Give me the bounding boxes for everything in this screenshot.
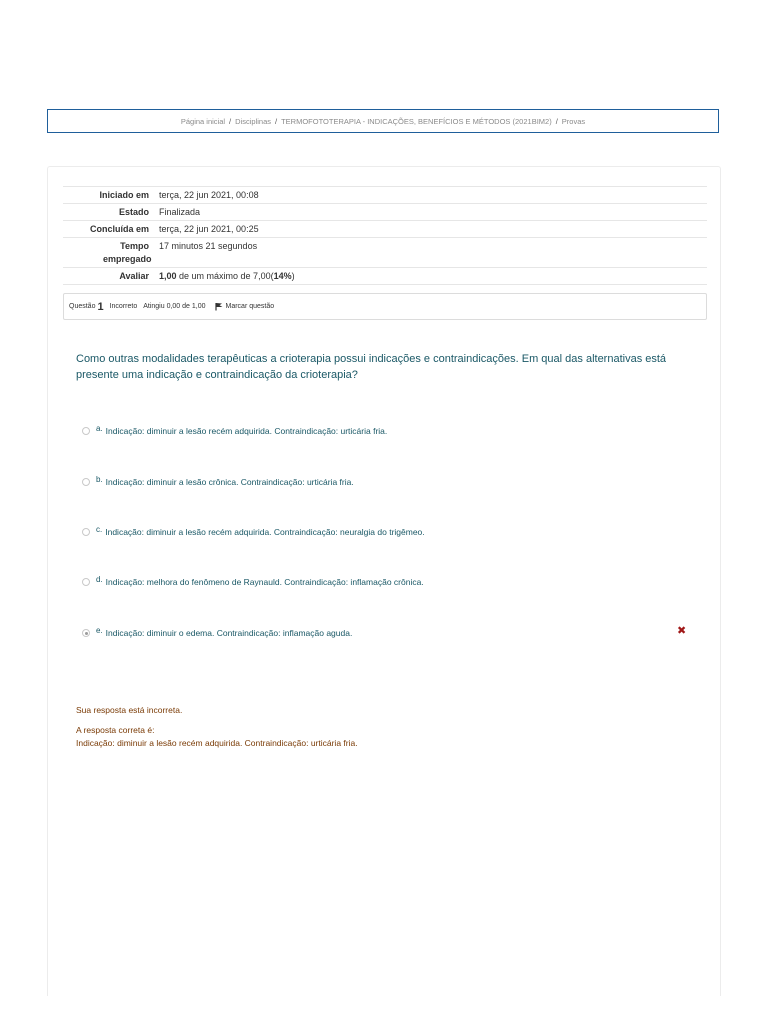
attempt-summary-table <box>63 186 707 285</box>
radio-button[interactable] <box>82 578 90 586</box>
radio-button[interactable] <box>82 427 90 435</box>
started-value: terça, 22 jun 2021, 00:08 <box>159 189 259 200</box>
flag-question-label: Marcar questão <box>225 303 275 310</box>
answer-letter: a. <box>96 423 103 433</box>
grade-label: Avaliar <box>119 270 149 281</box>
answer-text: Indicação: diminuir o edema. Contraindicação: inflamação aguda. <box>105 628 353 638</box>
summary-row-state <box>63 203 707 220</box>
answer-text: Indicação: diminuir a lesão crônica. Contraindicação: urticária fria. <box>105 477 354 487</box>
breadcrumb-home[interactable]: Página inicial <box>180 116 226 126</box>
completed-value: terça, 22 jun 2021, 00:25 <box>159 223 259 234</box>
answer-option-d[interactable] <box>82 574 424 587</box>
summary-row-completed <box>63 220 707 237</box>
answer-letter: e. <box>96 625 103 635</box>
grade-value <box>159 270 707 283</box>
question-grade: Atingiu 0,00 de 1,00 <box>143 303 206 310</box>
radio-button[interactable] <box>82 528 90 536</box>
time-label-line-2: empregado <box>103 253 152 264</box>
answer-option-a[interactable] <box>82 423 388 436</box>
started-label: Iniciado em <box>99 189 149 200</box>
radio-button-selected[interactable] <box>82 629 90 637</box>
incorrect-icon: ✖ <box>677 624 687 637</box>
breadcrumb-disciplines[interactable]: Disciplinas <box>235 116 271 126</box>
summary-row-started <box>63 186 707 203</box>
answer-option-e[interactable] <box>82 625 353 638</box>
state-label: Estado <box>118 206 149 217</box>
feedback-status: Sua resposta está incorreta. <box>76 705 183 715</box>
time-label-line-1: Tempo <box>120 240 149 251</box>
grade-end: ) <box>291 270 295 281</box>
answer-letter: b. <box>96 474 103 484</box>
answer-text: Indicação: diminuir a lesão recém adquirida. Contraindicação: urticária fria. <box>105 426 388 436</box>
grade-score: 1,00 <box>159 270 177 281</box>
completed-label: Concluída em <box>89 223 149 234</box>
answer-option-b[interactable] <box>82 474 354 487</box>
question-info-box <box>63 293 707 320</box>
grade-percent: 14% <box>273 270 292 281</box>
correct-answer-label: A resposta correta é: <box>76 725 155 735</box>
breadcrumb-exams[interactable]: Provas <box>561 116 586 126</box>
state-value: Finalizada <box>159 206 201 217</box>
summary-row-grade <box>63 267 707 285</box>
breadcrumb-separator: / <box>229 116 232 126</box>
answer-letter: d. <box>96 574 103 584</box>
flag-question-button[interactable] <box>214 302 275 311</box>
summary-row-time <box>63 237 707 267</box>
question-number: 1 <box>97 300 104 313</box>
question-text: Como outras modalidades terapêuticas a crioterapia possui indicações e contraindicações. Em qual das alternativas está presente uma indicação e contraindicação da crioterapia? <box>76 353 667 381</box>
question-state: Incorreto <box>109 303 138 310</box>
radio-button[interactable] <box>82 478 90 486</box>
flag-icon <box>214 302 224 311</box>
answer-letter: c. <box>96 524 103 534</box>
time-value: 17 minutos 21 segundos <box>159 240 258 251</box>
answer-text: Indicação: diminuir a lesão recém adquirida. Contraindicação: neuralgia do trigêmeo. <box>105 527 425 537</box>
grade-mid: de um máximo de 7,00( <box>176 270 274 281</box>
breadcrumb-separator: / <box>555 116 558 126</box>
breadcrumb-course[interactable]: TERMOFOTOTERAPIA - INDICAÇÕES, BENEFÍCIOS E MÉTODOS (2021BIM2) <box>281 116 552 126</box>
answer-text: Indicação: melhora do fenômeno de Raynauld. Contraindicação: inflamação crônica. <box>105 577 424 587</box>
breadcrumb <box>47 109 719 133</box>
answer-option-c[interactable] <box>82 524 425 537</box>
breadcrumb-separator: / <box>275 116 278 126</box>
time-label <box>63 240 159 266</box>
question-prefix: Questão <box>69 303 96 310</box>
correct-answer-text: Indicação: diminuir a lesão recém adquirida. Contraindicação: urticária fria. <box>76 738 358 748</box>
feedback-panel <box>76 704 676 750</box>
